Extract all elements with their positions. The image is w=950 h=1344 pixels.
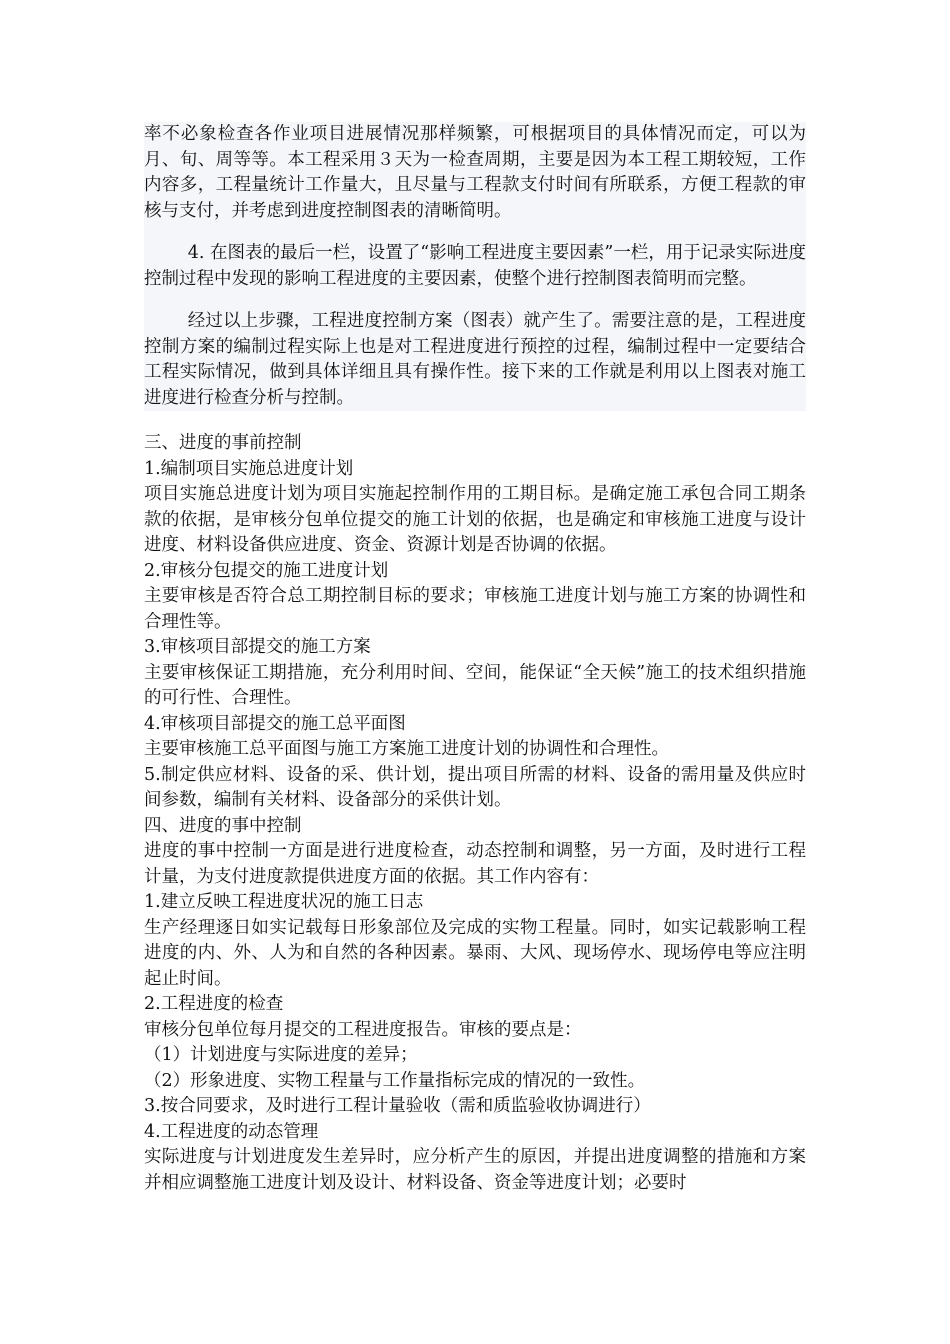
item-body: 审核分包单位每月提交的工程进度报告。审核的要点是：	[144, 1019, 582, 1040]
item-body: 主要审核施工总平面图与施工方案施工进度计划的协调性和合理性。	[144, 739, 669, 759]
list-item: （2）形象进度、实物工程量与工作量指标完成的情况的一致性。	[144, 1070, 646, 1091]
document-page	[144, 122, 806, 1196]
list-item: （1）计划进度与实际进度的差异；	[144, 1045, 418, 1065]
item-title: 1.建立反映工程进度状况的施工日志	[144, 892, 424, 912]
item-title: 2.审核分包提交的施工进度计划	[144, 560, 389, 581]
item-body: 主要审核是否符合总工期控制目标的要求；审核施工进度计划与施工方案的协调性和合理性等。	[144, 586, 806, 632]
section-heading-pre-control: 三、进度的事前控制	[144, 433, 302, 453]
item-title: 2.工程进度的检查	[144, 994, 284, 1014]
paragraph-inspection-period: 率不必象检查各作业项目进展情况那样频繁，可根据项目的具体情况而定，可以为月、旬、周等等。本工程采用３天为一检查周期，主要是因为本工程工期较短，工作内容多，工程量统计工作量大，且尽量与工程款支付时间有所联系，方便工程款的审核与支付，并考虑到进度控制图表的清晰简明。	[144, 124, 806, 221]
paragraph-chart-last-column: 4. 在图表的最后一栏，设置了“影响工程进度主要因素”一栏，用于记录实际进度控制过程中发现的影响工程进度的主要因素，使整个进行控制图表简明而完整。	[144, 243, 806, 289]
item-title: 3.审核项目部提交的施工方案	[144, 637, 371, 657]
section-heading-mid-control: 四、进度的事中控制	[144, 815, 302, 836]
item-title: 3.按合同要求，及时进行工程计量验收（需和质监验收协调进行）	[144, 1096, 651, 1116]
section-intro: 进度的事中控制一方面是进行进度检查，动态控制和调整，另一方面，及时进行工程计量，为支付进度款提供进度方面的依据。其工作内容有：	[144, 841, 806, 887]
item-body: 5.制定供应材料、设备的采、供计划，提出项目所需的材料、设备的需用量及供应时间参数，编制有关材料、设备部分的采供计划。	[144, 764, 806, 810]
section-pre-control	[144, 431, 806, 814]
section-mid-control	[144, 814, 806, 1197]
paragraph-plan-summary: 经过以上步骤，工程进度控制方案（图表）就产生了。需要注意的是，工程进度控制方案的编制过程实际上也是对工程进度进行预控的过程，编制过程中一定要结合工程实际情况，做到具体详细且具有操作性。接下来的工作就是利用以上图表对施工进度进行检查分析与控制。	[144, 311, 806, 408]
item-title: 4.审核项目部提交的施工总平面图	[144, 713, 406, 734]
item-body: 生产经理逐日如实记载每日形象部位及完成的实物工程量。同时，如实记载影响工程进度的内、外、人为和自然的各种因素。暴雨、大风、现场停水、现场停电等应注明起止时间。	[144, 917, 806, 989]
item-body: 实际进度与计划进度发生差异时，应分析产生的原因，并提出进度调整的措施和方案并相应调整施工进度计划及设计、材料设备、资金等进度计划；必要时	[144, 1147, 806, 1193]
item-body: 主要审核保证工期措施，充分利用时间、空间，能保证“全天候”施工的技术组织措施的可行性、合理性。	[144, 662, 806, 708]
item-title: 1.编制项目实施总进度计划	[144, 458, 354, 479]
item-title: 4.工程进度的动态管理	[144, 1121, 319, 1142]
item-body: 项目实施总进度计划为项目实施起控制作用的工期目标。是确定施工承包合同工期条款的依据，是审核分包单位提交的施工计划的依据，也是确定和审核施工进度与设计进度、材料设备供应进度、资金、资源计划是否协调的依据。	[144, 484, 806, 555]
shaded-block	[144, 122, 806, 411]
